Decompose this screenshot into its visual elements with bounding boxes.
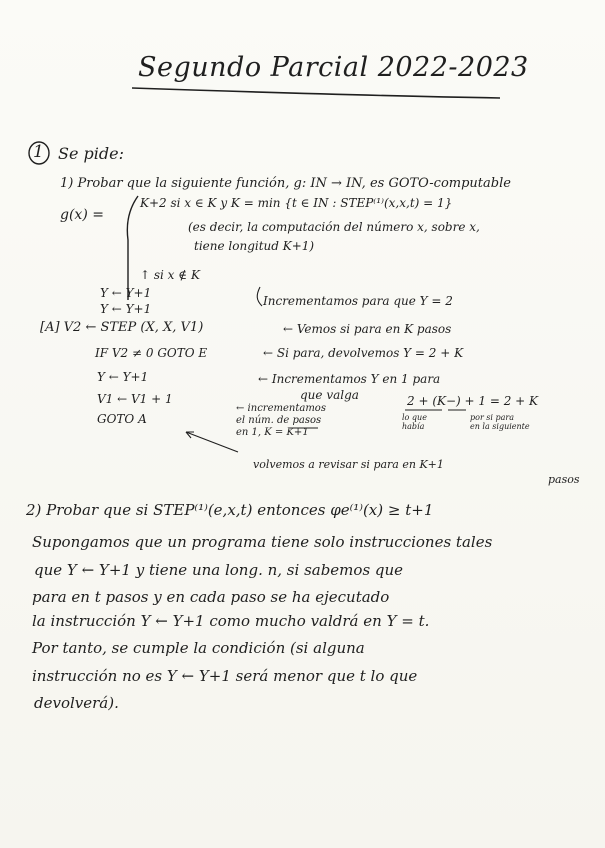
increment-steps-note: ← incrementamos el núm. de pasos en 1, K = K+1 [236, 403, 326, 438]
q2-line-5: la instrucción Y ← Y+1 como mucho valdrá en Y = t. [32, 612, 430, 630]
program-line-1: Y ← Y+1 [100, 286, 152, 300]
program-comment-6: que valga [300, 388, 359, 402]
program-line-2: Y ← Y+1 [100, 302, 152, 316]
q2-line-8: devolverá). [34, 694, 119, 712]
page-title: Segundo Parcial 2022-2023 [138, 52, 529, 83]
goto-arrow [186, 432, 238, 452]
case-1-note-a: (es decir, la computación del número x, sobre x, [188, 220, 480, 234]
q2-line-4: para en t pasos y en cada paso se ha ejecutado [32, 588, 390, 606]
q1-intro: Se pide: [58, 144, 124, 163]
q2-line-6: Por tanto, se cumple la condición (si alguna [32, 639, 365, 657]
back-note: volvemos a revisar si para en K+1 [253, 458, 444, 471]
back-note-2: pasos [548, 473, 580, 486]
q2-line-1: 2) Probar que si STEP⁽¹⁾(e,x,t) entonces φe⁽¹⁾(x) ≥ t+1 [26, 501, 434, 519]
case-2-line: ↑ si x ∉ K [140, 268, 200, 282]
program-line-6: V1 ← V1 + 1 [97, 392, 173, 406]
equation: 2 + (K−) + 1 = 2 + K [407, 394, 538, 408]
program-comment-3: ← Vemos si para en K pasos [283, 322, 452, 336]
program-line-7: GOTO A [97, 412, 147, 426]
program-comment-2: Incrementamos para que Y = 2 [263, 294, 453, 308]
function-label: g(x) = [60, 207, 104, 223]
question-number-1: 1 [33, 142, 44, 162]
case-brace [127, 196, 138, 300]
q1-part1: 1) Probar que la siguiente función, g: IN → IN, es GOTO-computable [60, 176, 511, 191]
program-line-4: IF V2 ≠ 0 GOTO E [95, 346, 208, 360]
program-line-5: Y ← Y+1 [97, 370, 149, 384]
case-1-note-b: tiene longitud K+1) [194, 239, 315, 253]
comment-bracket [257, 287, 262, 306]
case-1-line: K+2 si x ∈ K y K = min {t ∈ IN : STEP⁽¹⁾(x,x,t) = 1} [140, 196, 453, 210]
equation-note-2: por si para en la siguiente [470, 413, 530, 431]
program-comment-4: ← Si para, devolvemos Y = 2 + K [263, 346, 464, 360]
question-circle [29, 142, 49, 164]
program-comment-5: ← Incrementamos Y en 1 para [258, 372, 441, 386]
q2-line-2: Supongamos que un programa tiene solo instrucciones tales [32, 533, 493, 551]
title-underline [132, 88, 500, 98]
q2-line-3: que Y ← Y+1 y tiene una long. n, si sabemos que [34, 561, 404, 579]
program-line-3: [A] V2 ← STEP (X, X, V1) [40, 320, 204, 335]
equation-note-1: lo que había [402, 413, 427, 431]
q2-line-7: instrucción no es Y ← Y+1 será menor que t lo que [32, 667, 418, 685]
